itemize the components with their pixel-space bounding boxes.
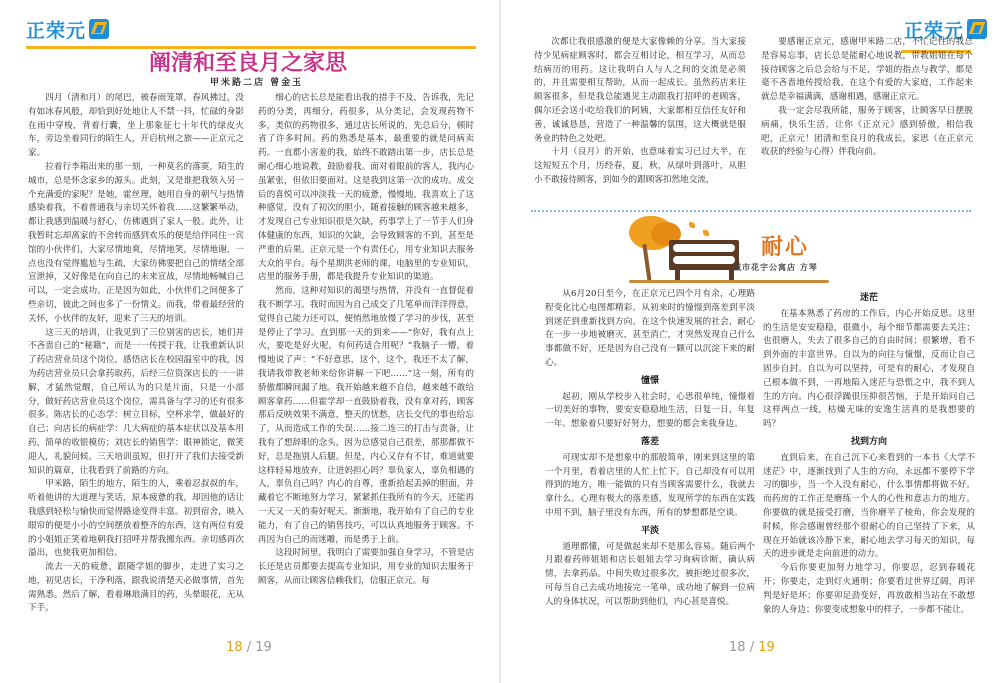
page-number — [226, 640, 272, 655]
paragraph: 细心的店长总是能看出我的措手不及，告诉我，先记药的分类，再细分，药很多，从分类记，会发现药物不多，类似的药物很多，通过店长所说的，先总后分，顿时省了许多时间。药的熟悉是基本，最重要的就是问病卖药。一直都小害羞的我，始终不敢踏出第一步，店长总是耐心细心地说教，鼓励着我。面对着眼前的客人，我内心虽紧张，但依旧要面对。这是我到这第一次的成功。成交后的喜悦可以冲淡我一天的疲惫，慢慢地，我喜欢上了这种感觉，没有了初次的胆小，随着接触的顾客越来越多，才发现自己专业知识很是欠缺，药事学上了一节手人们身体健康的东西，知识的欠缺，会导致顾客的不到，甚至是严重的后果。正京元是一个有责任心，用专业知识去服务大众的平台。每个星期洪老师的课，电脑里的专业知识，店里的服务手册，都是我提升专业知识的渠道。 — [258, 93, 474, 283]
section-heading: 憧憬 — [640, 375, 659, 386]
right-bottom-column-1 — [545, 288, 755, 638]
paragraph: 甲米路，陌生的地方，陌生的人，乘着忍叔叔的车，听着他讲的大道理与笑话，原本疲惫的我，却因他的话让我感到轻松与愉快而觉得路途变得丰富。初到宿舍，映入眼帘的便是小小的空间摆放着整齐的东西，这有两位有爱的小姐姐正笑着地朝我打招呼并帮我搬东西。亲切感再次溢出，也使我更加相信。 — [28, 479, 244, 559]
banner-subtitle: 城市花宇公寓店 方琴 — [733, 262, 818, 272]
left-page — [0, 0, 499, 683]
left-column-2 — [258, 92, 474, 636]
right-page — [501, 0, 1000, 683]
paragraph: 起初，刚从学校步入社会时，心思很单纯，憧憬着一切美好的事物，要安安稳稳地生活，日复一日，年复一年。想象着只要好好努力，想要的都会来我身边。 — [545, 391, 755, 430]
ground-line — [629, 280, 829, 283]
paragraph: 这段时间里，我明白了需要加强自身学习，不管是店长还是店员都要去提高专业知识，用专业的知识去服务于顾客，从而让顾客信赖我们，信服正京元。每 — [258, 548, 474, 586]
brand-logo — [26, 16, 109, 42]
page-separator: / — [246, 640, 252, 655]
brand-mark-icon — [89, 19, 109, 39]
paragraph: 次都让我很感激的便是大家像赖的分享。当大家接待少见病症顾客时，都会互相讨论，相互学习，从而总结病历的用药。这让我明白人与人之间的交流是必须的，并且需要相互帮助，从而一起成长。虽然药店来往顾客很多，但是我总能遇见主动跟我打招呼的老顾客，偶尔还会送小吃给我们的阿姨，大家都相互信任友好和善，诚诚恳恳，营造了一种温馨的氛围，这大概就是服务业的特色之处吧。 — [534, 37, 746, 144]
right-top-column-1 — [534, 36, 746, 204]
paragraph: 四月（清和月）的尾巴，被春雨笼罩，春风拂过，没有如冰春风般，却恰到好处地让人不禁一抖，忙碌的身影在雨中穿梭，背着行囊，坐上那象征七十年代的绿皮火车，旁边坐着同行的陌生人，开启杭州之旅——正京元之家。 — [28, 93, 244, 159]
leaf-icon — [703, 230, 709, 236]
paragraph: 要感谢正京元，感谢甲米路二店，不忙记性的我总是容易忘事，店长总是能耐心地说教，带教姐姐在每个接待顾客之后总会给与不足，学姐的指点与教学，都是毫不吝啬地传授给我，在这个有爱的大家庭，工作起来就总是幸福满满，感谢相遇，感谢正京元。 — [761, 37, 973, 103]
current-page: 19 — [758, 640, 775, 655]
brand-logo-text: 正荣元 — [904, 19, 965, 42]
paragraph: 今后你要更加努力地学习，你要忍，忍到春暖花开；你要走，走到灯火通明；你要看过世界辽阔，再评判是好是坏；你要卯足劲变好，再放敢相当站在不敢想象的人身边；你要变成想象中的样子，一步都不能让。 — [763, 563, 975, 615]
right-top-column-2 — [761, 36, 973, 204]
left-column-1 — [28, 92, 244, 636]
paragraph: 然而，这种对知识的渴望与热情，并没有一直督促着我不断学习。我时而因为自己成交了几笔单而洋洋得意，觉得自己能力还可以，便悄然地放慢了学习的步伐，甚至是停止了学习。直到那一天的到来——“你好，我有点上火，要吃是好火呢，有何药适合用呢？”我脑子一懵，着慢地说了声：“不好意思，这个，这个，我还不太了解，我请我带教老师来给你讲解一下吧……”这一刻，所有的骄傲都瞬间漏了地。我开始越来越不自信，越来越不敢给顾客拿药……但霍学却一直鼓励着我，没有拿对药，顾客那后反映效果不满意，整天的忧愁，店长交代的事也给忘了，从而造成工作的失误……接二连三的打击与责备，让我有了想辞职的念头，因为总感觉自己很差，那那都做不好，总是拖别人后腿。但是，内心又存有不甘，难道就要这样轻易地放弃，让进妈担心吗？辜负家人，辜负相遇的人，辜负自己吗？内心的自尊，重新拾起丢掉的胆面，并藏着它不断地努力学习，紧紧抓住我所有的今天，还能再一天又一天的奏好呢天。渐渐地，我开始有了自己的专业能力，有了自己的销售技巧，可以认真地服务于顾客。不再因为自己的而迷雕，而是勇于上前。 — [258, 286, 474, 545]
total-pages: 19 — [255, 640, 272, 655]
page-separator: / — [749, 640, 755, 655]
section-heading: 平淡 — [640, 525, 659, 536]
paragraph: 十月（良月）的开始，也意味着实习已过大半，在这短短五个月，历经春，夏，秋，从绿叶到落叶，从胆小不敢接待顾客，到如今的跟顾客扣然地交流， — [534, 147, 746, 185]
banner-title: 耐心 — [761, 235, 810, 260]
paragraph: 流去一天的疲惫，跟随学姐的脚步，走进了实习之地，初见店长，干净利落，跟我说清楚天必做事情，首先需熟悉。然后了解，看着琳琅满目的药，头晕眼花，无从下手。 — [28, 562, 244, 614]
article-title: 阐清和至良月之家思 — [148, 51, 347, 76]
paragraph: 直到后来，在自己沉下心来看到的一本书《大学不迷茫》中，逐渐找到了人生的方向，永远都不要停下学习的脚步，当一个人没有耐心，什么事情都将做不好。而药房的工作正是磨练一个人的心性和意志力的地方。你要做的就是接受打磨，当你磨平了棱角，你会发现的时候，你会感谢曾经那个很耐心的自己坚持了下来，从现在开始就该冷静下来，耐心地去学习每天的知识，每天的进步就是走向前进的动力。 — [763, 452, 975, 560]
section-divider — [531, 210, 971, 212]
right-bottom-column-2 — [763, 288, 975, 638]
section-heading: 迷茫 — [859, 293, 878, 303]
paragraph: 拉着行李箱出来的那一刻，一种莫名的落寞，陌生的城市，总是怀念家乡的源头。此刻，又是谁把我领入另一个充满爱的家呢？是她，霍丝理，她用自身的朝气与热情感染着我，不着普通我与亲切关怀着我……这繁繁举动，都让我感到温暖与舒心，仿佛遇到了家人一般。此外，让我暂时忘却离家的不舍转而感到欢乐的便是给伴同住一宾馆的小伙伴们，大家尽情地爽，尽情地笑，尽情地谢，一点也没有觉得尴尬与生疏，大家仿佛要把自己的情绪全部宣泄掉，又好像是在向自己的未来宣战，尽情地畅喊自己可以，一定会成功。正是因为如此，小伙伴们之间便多了些亲切，彼此之间也多了一份情义。而我，带着最经营的关怀，小伙伴的友好，迎来了三天的培训。 — [28, 161, 244, 324]
paragraph: 在基本熟悉了药房的工作后，内心开始反思。这里的生活是安安稳稳，很微小，每个细节都需要去关注；也很磨人，失去了很多自己的自由时间；很繁增，看不到外面的丰富世界。自以为的向往与憧憬，反而让自己固步自封。自以为可以坚持，可是有的耐心，才发现自己根本做不到，一再地陷入迷茫与恐慌之中，我不到人生的方向。内心很浮躁很压抑很苦恼，于是开始问自己这样两点一线，枯燥无味的安逸生活真的是我想要的吗？ — [763, 308, 975, 430]
page-number — [729, 640, 775, 655]
current-page: 18 — [226, 640, 243, 655]
section-heading: 落差 — [640, 436, 659, 447]
leaf-icon — [689, 222, 695, 228]
bench-slat — [673, 244, 735, 252]
paragraph: 道理都懂，可是做起来却不是那么容易。随后两个月跟着药师姐姐和店长姐姐去学习询病诊断，确认病情，去拿药品。中间失败过很多次，被拒绝过很多次，可每当自己去成功地接完一笔单，成功地了解到一位病人的身体状况，可以帮助到他们，内心甚是喜悦。 — [545, 541, 755, 607]
paragraph: 可现实却不是想象中的那般简单，刚来到这里的第一个月里，看着店里的人忙上忙下，自己却没有可以用得到的地方，唯一能做的只有当顾客需要什么，我就去拿什么。心理有极大的落差感，发现所学的东西在实践中用不到，脑子里没有东西，所有的梦想都是空谈。 — [545, 452, 755, 518]
brand-logo-text: 正荣元 — [26, 19, 87, 42]
article-byline: 甲米路二店 曾金玉 — [210, 78, 304, 88]
section-heading: 找到方向 — [850, 436, 887, 447]
previous-page: 18 — [729, 640, 746, 655]
bench-slat — [673, 256, 735, 264]
paragraph: 从6月20日至今，在正京元已四个月有余，心理路程变化比心电图都精彩。从初来时的憧憬到落差到平淡到迷茫到重新找到方向。在这个快速发展的社会，耐心在一步一步地被磨灭，甚至消亡，才突然发现自己什么事都做不好，还是因为自己没有一颗可以沉淀下来的耐心。 — [545, 289, 755, 368]
paragraph: 我一定会尽我所能，服务于顾客，让顾客早日摆脱病痛，快乐生活，让你《正京元》感到骄傲，相信我吧，正京元！团清和至良月的我成长，家思（在正京元收获的经验与心得）伴我向前。 — [761, 105, 973, 158]
article-banner — [629, 216, 849, 284]
paragraph: 这三天的培训，让我见到了三位别害的店长，她们并不吝啬自己的“秘籍”，而是一一传授于我，让我重新认识了药店营业员这个岗位，感悟店长在校园温室中的我，因为药店营业员只会拿药取药，后经三位资深店长的一一讲解，才猛然觉醒，自己所认为的只是片面，只是一小部分，做好药店营业员这个岗位，需具备与学习的还有很多很多。陈店长的心态学：树立目标，空杯求学，做最好的自己；向店长的病症学：几大病症的基本症状以及基本用药，简单的收银模仿；刘店长的销售学：眼神锁定，微笑迎人，礼貌问候。三天培训虽短，但打开了我们去接受新知识的篇章，让我看到了前路的方向。 — [28, 327, 244, 476]
